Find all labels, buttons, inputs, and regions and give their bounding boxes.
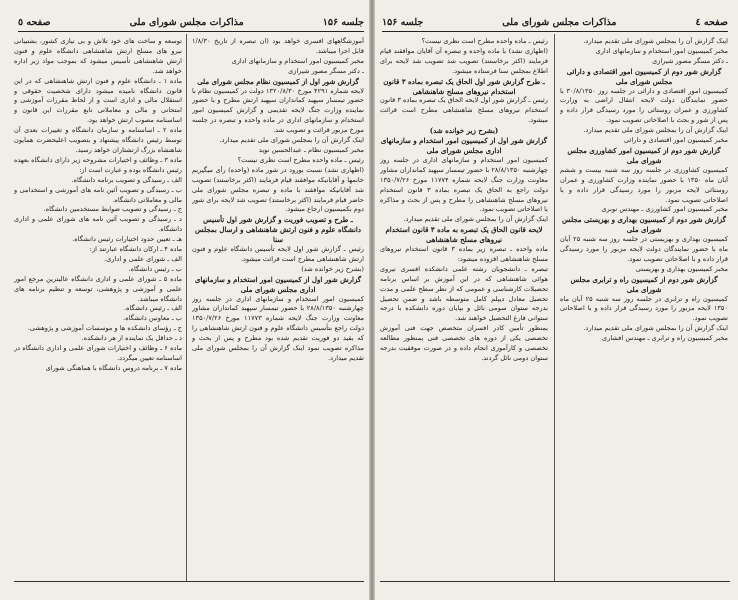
paragraph: توسعه و ساخت های خود تلاش و بی نیازی کشور، بشتیبانی نیرو های مسلح ارتش شاهنشاهی دانشگاه علوم و فنون ارتش شاهنشاهی تأسیس میشود که بموجب مواد زیر اداره خواهد شد. [14, 37, 182, 75]
left-page-header [18, 14, 364, 30]
list-item: الف ـ رئیس دانشگاه. [124, 304, 182, 313]
paragraph: لایحه شماره ۴۲۹۱ مورخ ۱۳۲۰/۸/۳۰ دولت در کمیسیون نظام با حضور تیمسار سپهبد کمانداران سپهبد ارتش مطرح و با حضور نماینده وزارت جنگ لایحه تقدیمی و گزارش کمیسیون امور استخدام و سازمانهای اداری در ماده واحده و تبصره در جلسه مورخ مزبور قرائت و تصویب شد. [192, 86, 364, 135]
article: ماده ۲ ـ اساسنامه و سازمان دانشگاه و تغییرات بعدی آن توسط رئیس دانشگاه پیشنهاد و بتصویب اعلیحضرت همایون شاهنشاه بزرگ ارتشتاران خواهد رسید. [14, 126, 182, 154]
article: ماده ۷ ـ برنامه دروس دانشگاه با هماهنگی شورای [45, 363, 182, 372]
paragraph: اینک گزارش آن را بمجلس شورای ملی تقدیم میدارد. [583, 324, 728, 333]
list-item: هـ ـ تعیین حدود اختیارات رئیس دانشگاه. [72, 235, 182, 244]
right-column-divider [554, 34, 555, 582]
signature: مخبر کمیسیون امور کشاورزی ـ مهندس نوبری [601, 205, 728, 214]
list-item: ج ـ رسیدگی و تصویب ضوابط مستخدمین دانشگاه. [43, 205, 182, 214]
list-item: د ـ حداقل یک نماینده از هر دانشکده. [81, 334, 182, 343]
left-page-right-column [192, 37, 364, 575]
right-page [372, 0, 738, 600]
paragraph: کمیسیون کشاورزی در جلسه روز سه شنبه بیست و ششم آبان ماه ۱۳۵۰ با حضور نماینده وزارت کشاورزی و عمران روستائی لایحه مزبور را مورد رسیدگی قرار داده و با اصلاحاتی تصویب نمود. [560, 165, 728, 204]
paragraph: رئیس ـ گزارش شور اول لایحه الحاق یک تبصره بماده ۳ قانون استخدام نیروهای مسلح شاهنشاهی مطرح است قرائت میشود. [380, 96, 548, 125]
list-item: ب ـ رئیس دانشگاه. [128, 264, 182, 273]
paragraph: اینک گزارش آن را بمجلس شورای ملی تقدیم میدارد. [583, 126, 728, 135]
paragraph: (اظهاری نشد) با ماده واحده و تبصره آن آقایان موافقند قیام فرمایند (اکثر برخاستند) تصویب شد تصویب شد لایحه برای اطلاع بمجلس سنا فرستاده میشود. [380, 46, 548, 75]
paragraph: کمیسیون امور استخدام و سازمانهای اداری در جلسه روز چهارشنبه ۲۸/۸/۱۳۵۰ با حضور تیمسار سپهبد کمانداران مشاور معاونت وزارت جنگ لایحه شماره ۱۱۷۷۳ مورخ ۱۳۵۰/۷/۲۶ دولت راجع بتأسیس دانشگاه علوم و فنون ارتش شاهنشاهی را که بقید دو فوریت تقدیم شده بود مطرح و پس از بحث و مذاکره تصویب نمود اینک گزارش آن را بمجلس شورای ملی تقدیم میدارد. [192, 294, 364, 362]
article: ماده ۴ ـ ارکان دانشگاه عبارتند از: [89, 245, 182, 254]
paragraph: اینک گزارش آن را بمجلس شورای ملی تقدیم میدارد. [583, 37, 728, 45]
section-heading: گزارش شور دوم از کمیسیون امور کشاورزی مجلس شورای ملی [567, 145, 721, 165]
left-footer-rule [14, 581, 364, 582]
list-item: د ـ رسیدگی و تصویب آئین نامه های شورای علمی و اداری دانشگاه. [14, 215, 182, 234]
paragraph: رئیس ـ ماده واحده مطرح است نظری نیست؟ [237, 155, 364, 164]
paragraph: رئیس ـ ماده واحده مطرح است نظری نیست؟ [421, 37, 548, 45]
article: ماده ۳ ـ وظائف و اختیارات مشروحه زیر دارای دانشگاه بعهده رئیس دانشگاه بوده و عبارت است از: [14, 155, 182, 174]
paragraph: (اظهاری نشد) نسبت بورود در شور ماده (واحده) رأی میگیریم خانمها و آقایانیکه موافقند قیام فرمایند (اکثر برخاستند) تصویب شد آقایانیکه موافقند با ماده و تبصره مجلس شورای ملی حاضر قیام فرمایند (اکثر برخاستند) تصویب شد لایحه برای شور دوم بکمیسیون ارجاع میشود. [192, 165, 364, 214]
section-heading: گزارش شور دوم از کمیسیون راه و ترابری مجلس شورای ملی [570, 274, 718, 294]
paragraph: آموزشگاههای افسری خواهد بود (ان تبصره از تاریخ ۱/۸/۳۰ قابل اجرا میباشد. [192, 37, 364, 55]
list-item: ب ـ رسیدگی و تصویب آئین نامه های آموزشی و استخدامی و مالی و معاملاتی دانشگاه. [14, 185, 182, 204]
right-page-number: صفحه ٤ [695, 16, 728, 28]
section-heading: ـ طرح گزارش شور اول الحاق یک تبصره بماده ۳ قانون استخدام نیروهای مسلح شاهنشاهی [383, 76, 545, 96]
section-heading: (بشرح زیر خوانده شد) [429, 126, 499, 136]
signature: مخبر کمیسیون امور استخدام و سازمانهای اداری [595, 46, 728, 55]
section-heading: گزارش شور اول از کمیسیون امور استخدام و سازمانهای اداری مجلس شورای ملی [380, 136, 548, 155]
right-footer-rule [380, 581, 730, 582]
left-page-title: مذاکرات مجلس شورای ملی [129, 16, 244, 28]
left-page-number: صفحه ٥ [18, 16, 51, 28]
signature: ـ دکتر مسگر مصور شیرازی [652, 56, 728, 65]
paragraph: (بشرح زیر خوانده شد) [301, 264, 364, 273]
right-header-rule [382, 31, 728, 32]
right-page-left-column [380, 37, 548, 575]
article: ماده ۶ ـ وظائف و اختیارات شورای علمی و اداری دانشگاه در اساسنامه تعیین میگردد. [14, 344, 182, 362]
section-heading: گزارش شور دوم از کمیسیون امور اقتصادی و دارائی مجلس شورای ملی [566, 66, 722, 86]
paragraph: کمیسیون امور اقتصادی و دارائی در جلسه روز ۳۰/۸/۱۳۵۰ با حضور نمایندگان دولت لایحه انتقال اراضی به وزارت کشاورزی و عمران روستائی را مورد رسیدگی قرار داده و پس از شور و بحث با اصلاحاتی تصویب نمود. [560, 86, 728, 125]
article: ماده ۱ ـ دانشگاه علوم و فنون ارتش شاهنشاهی که در این قانون دانشگاه نامیده میشود دارای شخصیت حقوقی و استقلال مالی و اداری است و از لحاظ مقررات آموزشی و امتحانی و مالی و معاملاتی تابع مقررات این قانون و اساسنامه مصوب ارتش خواهد بود. [14, 76, 182, 125]
list-item: ج ـ رؤسای دانشکده ها و موسسات آموزشی و پژوهشی. [27, 324, 182, 333]
section-heading: لایحه قانون الحاق یک تبصره به ماده ۳ قانون استخدام نیروهای مسلح شاهنشاهی [385, 225, 543, 245]
signature: ـ دکتر مسگر مصور شیرازی [288, 66, 364, 75]
signature: مخبر کمیسیون امور استخدام و سازمانهای اداری [231, 56, 364, 65]
right-page-right-column [560, 37, 728, 575]
paragraph: کمیسیون امور استخدام و سازمانهای اداری در جلسه روز چهارشنبه ۲۸/۸/۱۳۵۰ با حضور تیمسار سپهبد کمانداران مشاور معاونت وزارت جنگ لایحه شماره ۱۱۷۷۴ مورخ ۱۳۵۰/۷/۲۶ دولت راجع به الحاق یک تبصره بماده ۳ قانون استخدام نیروهای مسلح شاهنشاهی را مطرح و پس از بحث و مذاکره با اصلاحاتی تصویب نمود. [380, 155, 548, 214]
paragraph: تبصره ـ دانشجویان رشته علمی دانشکده افسری نیروی هوائی شاهنشاهی که در این آموزش بر اساس برنامه تحصیلات کارشناسی و عمومی که از نظر سطح علمی و مدت تحصیل معادل دیپلم کامل متوسطه باشد و ضمن تحصیل بدرجه ستوان سومی نائل و بپایان دوره دانشکده با درجه ستوانی فارغ التحصیل خواهند شد. [380, 264, 548, 323]
left-column-divider [186, 34, 187, 582]
section-heading: ـ طرح و تصویب فوریت و گزارش شور اول تأسیس دانشگاه علوم و فنون ارتش شاهنشاهی و ارسال بمجلس سنا [195, 215, 361, 245]
paragraph: اینک گزارش آن را بمجلس شورای ملی تقدیم میدارد. [403, 215, 548, 224]
list-item: ب ـ معاونین دانشگاه. [123, 314, 182, 323]
list-item: الف ـ رسیدگی و تصویب برنامه دانشگاه. [71, 175, 182, 184]
left-page-session: جلسه ۱۵۶ [322, 16, 364, 28]
article: ماده واحده ـ تبصره زیر بماده ۳ قانون استخدام نیروهای مسلح شاهنشاهی افزوده میشود: [380, 245, 548, 263]
section-heading: گزارش شور اول از کمیسیون امور استخدام و سازمانهای اداری مجلس شورای ملی [194, 274, 362, 294]
right-page-header [382, 14, 728, 30]
right-page-session: جلسه ۱۵۶ [382, 16, 424, 28]
signature: مخبر کمیسیون راه و ترابری ـ مهندس افشاری [602, 334, 728, 343]
section-heading: گزارش شور دوم از کمیسیون بهداری و بهزیستی مجلس شورای ملی [562, 215, 726, 235]
signature: مخبر کمیسیون بهداری و بهزیستی [635, 264, 728, 273]
article: ماده ۵ ـ شورای علمی و اداری دانشگاه عالیترین مرجع امور علمی و آموزشی و پژوهشی، توسعه و تنظیم برنامه های دانشگاه میباشد. [14, 274, 182, 303]
right-page-title: مذاکرات مجلس شورای ملی [502, 16, 617, 28]
paragraph: کمیسیون راه و ترابری در جلسه روز سه شنبه ۲۵ آبان ماه ۱۳۵۰ لایحه مزبور را مورد رسیدگی قرار داده و با اصلاحاتی تصویب نمود. [560, 294, 728, 323]
signature: مخبر کمیسیون نظام ـ عبدالحسین نوید [258, 145, 364, 154]
paragraph: اینک گزارش آن را بمجلس شورای ملی تقدیم میدارد. [219, 136, 364, 145]
paragraph: بمنظور تأمین کادر افسران متخصص جهت فنی آموزش تخصصی یکی از دوره های تخصصی فنی بمنظور مطالعه تخصصی و کارآموزی انجام داده و در صورت موفقیت بدرجه ستوان دومی نائل گردند. [380, 324, 548, 362]
paragraph: کمیسیون بهداری و بهزیستی در جلسه روز سه شنبه ۲۵ آبان ماه با حضور نمایندگان دولت لایحه مزبور را مورد رسیدگی قرار داده و با اصلاحاتی تصویب نمود. [560, 235, 728, 263]
signature: مخبر کمیسیون امور اقتصادی و دارائی [623, 136, 728, 145]
left-page-left-column [14, 37, 182, 575]
left-header-rule [18, 31, 364, 32]
list-item: الف ـ شورای علمی و اداری. [104, 254, 182, 263]
section-heading: گزارش شور اول از کمیسیون نظام مجلس شورای ملی [197, 76, 359, 86]
paragraph: رئیس ـ گزارش شور اول لایحه تأسیس دانشگاه علوم و فنون ارتش شاهنشاهی مطرح است قرائت میشود. [192, 245, 364, 263]
